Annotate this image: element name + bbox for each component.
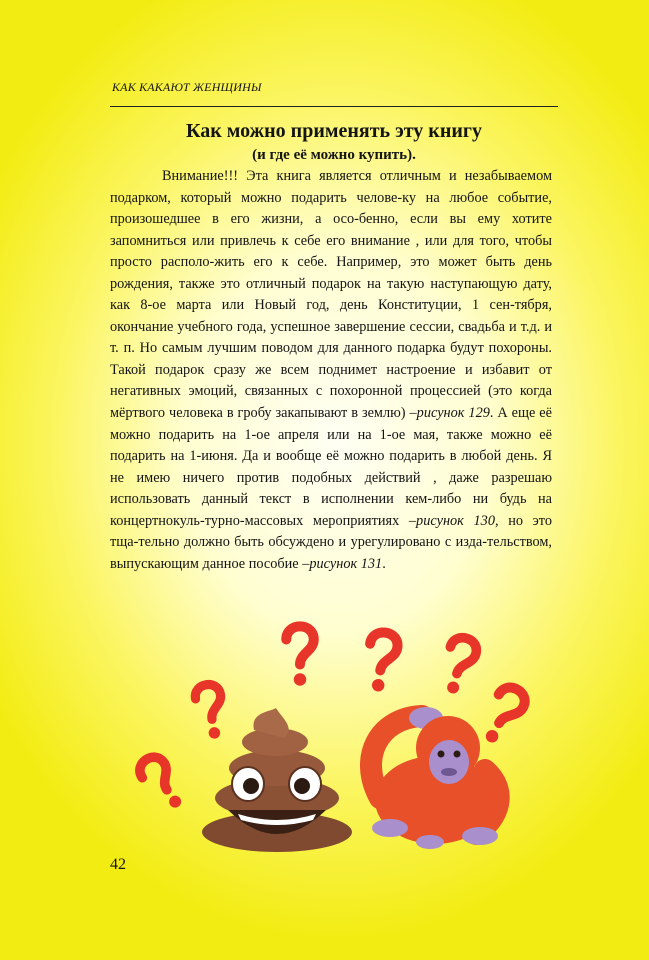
page-subtitle: (и где её можно купить). <box>252 147 416 163</box>
figure-reference-129: –рисунок 129 <box>409 405 490 422</box>
question-mark-icon <box>135 752 189 814</box>
body-text-part-1: Внимание!!! Эта книга является отличным и незабываемом подарком, который можно подарить челове-ку на любое событие, произошедшее в его жизни, а осо-бенно, если вы ему хотите запомниться или привлечь к себе его внимание , или для того, чтобы просто располо-жить его к себе. Например, это может быть день рождения, также это отличный подарок на такую наступающую дату, как 8-ое марта или Новый год, день Конституции, 1 сен-тября, окончание учебного года, успешное завершение сессии, свадьба и т.д. и т. п. Но самым лучшим поводом для данного подарка будут похороны. Такой подарок сразу же всем поднимет настроение и избавит от негативных эмоций, связанных с похоронной процессией (это когда мёртвого человека в гробу закапывают в землю) <box>110 168 552 422</box>
page-title: Как можно применять эту книгу <box>186 120 482 142</box>
header-rule <box>110 106 558 107</box>
running-header: КАК КАКАЮТ ЖЕНЩИНЫ <box>112 80 262 94</box>
body-text-part-4: . <box>382 555 386 572</box>
question-mark-icon <box>364 631 399 694</box>
question-mark-icon <box>286 626 314 685</box>
page-number: 42 <box>110 856 126 873</box>
pile-of-poo-icon <box>202 708 352 852</box>
question-mark-icon <box>193 683 227 741</box>
body-text-part-3: , но это тща-тельно должно быть обсуждено и урегулировано с изда-тельством, выпускающим данное пособие <box>110 512 552 572</box>
orangutan-icon <box>371 707 499 849</box>
body-paragraph <box>110 166 552 575</box>
figure-reference-131: –рисунок 131 <box>302 555 383 572</box>
body-text-part-2: . А еще её можно подарить на 1-ое апреля или на 1-ое мая, также можно её подарить на 1-июня. Да и вообще её можно подарить в любой день. Я не имею ничего против подобных действий , даже разрешаю использовать данный текст в исполнении кем-либо ни будь на концертнокуль-турно-массовых мероприятиях <box>110 405 552 529</box>
question-mark-icon <box>477 683 529 748</box>
figure-reference-130: –рисунок 130 <box>408 512 495 529</box>
emoji-illustration <box>130 620 550 860</box>
question-mark-icon <box>439 635 479 697</box>
